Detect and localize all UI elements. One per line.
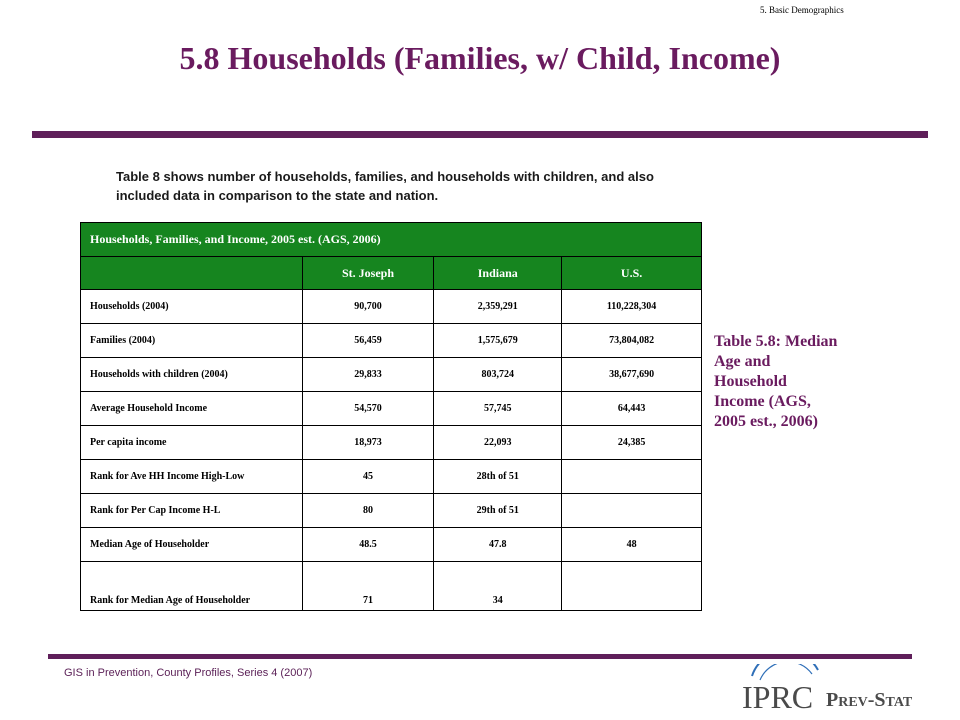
row-label: Families (2004) — [81, 324, 303, 358]
table-cell: 29th of 51 — [434, 494, 562, 528]
side-caption-line: Age and — [714, 353, 771, 370]
table-header-row — [81, 257, 702, 290]
table-cell — [562, 460, 702, 494]
side-caption-line: Income (AGS, — [714, 393, 811, 410]
table-row — [81, 392, 702, 426]
table-row — [81, 528, 702, 562]
table-cell: 1,575,679 — [434, 324, 562, 358]
row-label: Per capita income — [81, 426, 303, 460]
bottom-divider — [48, 654, 912, 659]
table-cell: 56,459 — [302, 324, 434, 358]
iprc-prev-stat-logo — [730, 664, 920, 714]
footer-text: GIS in Prevention, County Profiles, Series 4 (2007) — [64, 667, 313, 679]
table-cell: 57,745 — [434, 392, 562, 426]
table-cell: 803,724 — [434, 358, 562, 392]
table-row — [81, 290, 702, 324]
section-label: 5. Basic Demographics — [760, 5, 844, 15]
table-cell: 24,385 — [562, 426, 702, 460]
logo-iprc-text: IPRC — [742, 679, 814, 714]
top-divider — [32, 131, 928, 138]
table-cell: 48.5 — [302, 528, 434, 562]
households-table — [80, 222, 702, 611]
table-row — [81, 460, 702, 494]
page-title: 5.8 Households (Families, w/ Child, Income) — [179, 40, 781, 76]
table-cell: 18,973 — [302, 426, 434, 460]
column-header-st-joseph: St. Joseph — [302, 257, 434, 290]
intro-paragraph — [116, 167, 796, 205]
intro-line: Table 8 shows number of households, families, and households with children, and also — [116, 169, 654, 184]
table-cell: 28th of 51 — [434, 460, 562, 494]
logo-prev-stat-text: Prev-Stat — [826, 689, 913, 711]
row-label: Rank for Median Age of Householder — [81, 562, 303, 611]
table-cell: 71 — [302, 562, 434, 611]
table-row — [81, 562, 702, 611]
table-caption: Households, Families, and Income, 2005 est. (AGS, 2006) — [81, 223, 702, 257]
table-cell: 54,570 — [302, 392, 434, 426]
row-label: Households (2004) — [81, 290, 303, 324]
table-side-caption — [714, 332, 864, 432]
table-cell: 34 — [434, 562, 562, 611]
column-header-indiana: Indiana — [434, 257, 562, 290]
table-cell: 80 — [302, 494, 434, 528]
table-cell: 22,093 — [434, 426, 562, 460]
side-caption-line: 2005 est., 2006) — [714, 413, 818, 430]
table-cell: 48 — [562, 528, 702, 562]
row-label: Average Household Income — [81, 392, 303, 426]
table-row — [81, 358, 702, 392]
table-cell: 73,804,082 — [562, 324, 702, 358]
table-cell: 110,228,304 — [562, 290, 702, 324]
table-cell: 2,359,291 — [434, 290, 562, 324]
side-caption-line: Household — [714, 373, 787, 390]
table-cell — [562, 562, 702, 611]
table-cell: 38,677,690 — [562, 358, 702, 392]
table-cell: 90,700 — [302, 290, 434, 324]
table-caption-row — [81, 223, 702, 257]
table-row — [81, 494, 702, 528]
table-cell: 29,833 — [302, 358, 434, 392]
row-label: Rank for Per Cap Income H-L — [81, 494, 303, 528]
side-caption-line: Table 5.8: Median — [714, 333, 838, 350]
column-header-us: U.S. — [562, 257, 702, 290]
table-cell: 45 — [302, 460, 434, 494]
row-label: Households with children (2004) — [81, 358, 303, 392]
row-label: Rank for Ave HH Income High-Low — [81, 460, 303, 494]
row-label: Median Age of Householder — [81, 528, 303, 562]
table-cell: 64,443 — [562, 392, 702, 426]
table-row — [81, 426, 702, 460]
intro-line: included data in comparison to the state and nation. — [116, 188, 439, 203]
table-cell: 47.8 — [434, 528, 562, 562]
table-row — [81, 324, 702, 358]
column-header — [81, 257, 303, 290]
table-cell — [562, 494, 702, 528]
